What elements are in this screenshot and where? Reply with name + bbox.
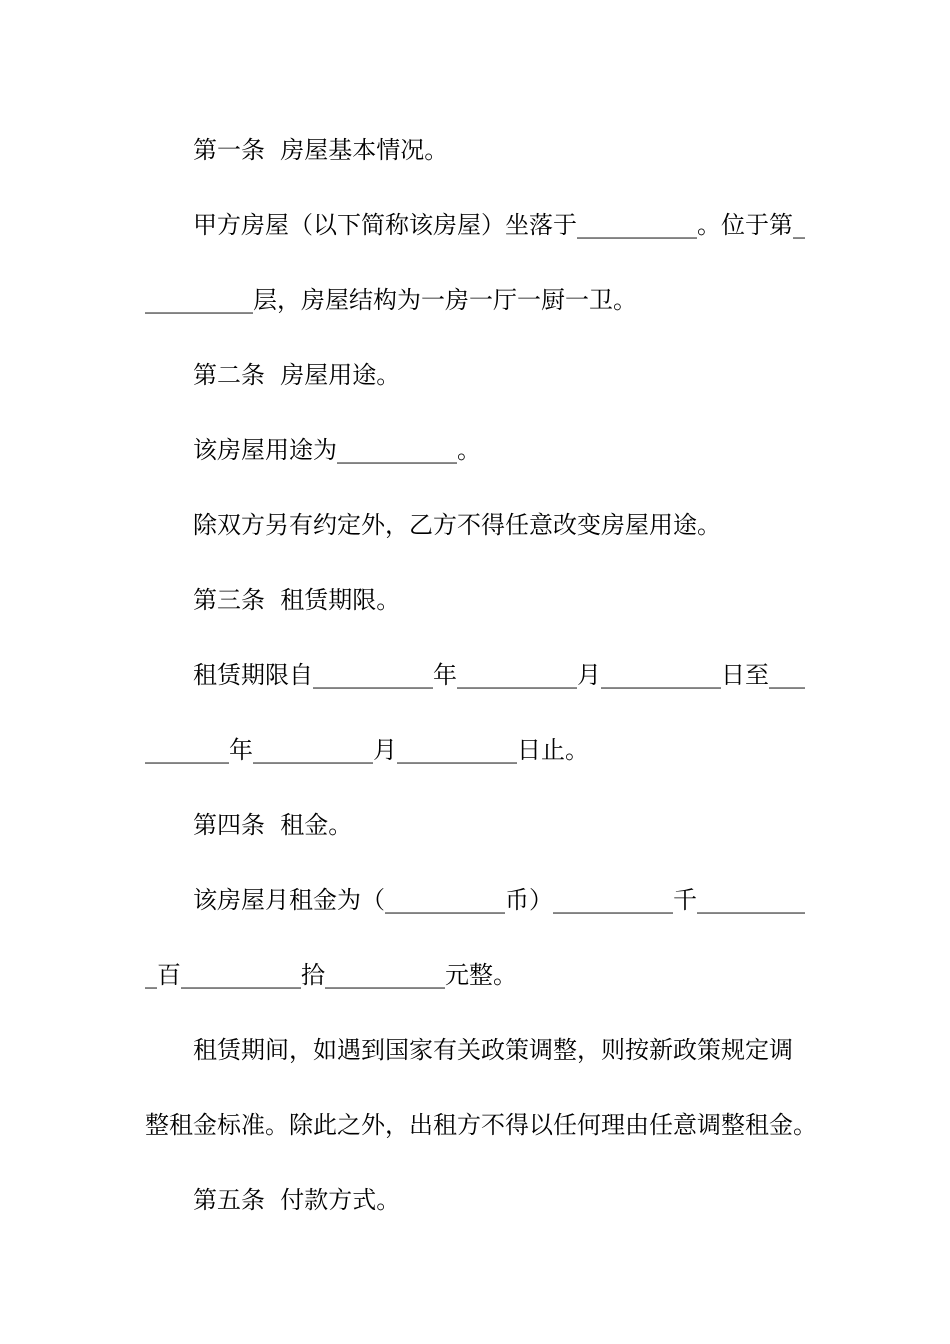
- paragraph-line: [0, 1109, 950, 1141]
- paragraph-line: [0, 209, 950, 241]
- article-4-heading: [0, 809, 950, 841]
- line-text: _________层，房屋结构为一房一厅一厨一卫。: [145, 286, 637, 314]
- paragraph-line: [0, 509, 950, 541]
- line-text: 租赁期间，如遇到国家有关政策调整，则按新政策规定调: [193, 1036, 793, 1064]
- line-text: 整租金标准。除此之外，出租方不得以任何理由任意调整租金。: [145, 1111, 817, 1139]
- article-3-heading: [0, 584, 950, 616]
- line-text: 租赁期限自__________年__________月__________日至___: [193, 661, 805, 689]
- line-text: 除双方另有约定外，乙方不得任意改变房屋用途。: [193, 511, 721, 539]
- line-text: _______年__________月__________日止。: [145, 736, 589, 764]
- line-text: _百__________拾__________元整。: [145, 961, 517, 989]
- paragraph-line: [0, 1034, 950, 1066]
- line-text: 甲方房屋（以下简称该房屋）坐落于__________。位于第_: [193, 211, 805, 239]
- line-text: 第一条 房屋基本情况。: [193, 136, 449, 164]
- line-text: 第二条 房屋用途。: [193, 361, 401, 389]
- article-1-heading: [0, 134, 950, 166]
- paragraph-line: [0, 284, 950, 316]
- line-text: 第三条 租赁期限。: [193, 586, 401, 614]
- paragraph-line: [0, 659, 950, 691]
- line-text: 第五条 付款方式。: [193, 1186, 401, 1214]
- paragraph-line: [0, 959, 950, 991]
- paragraph-line: [0, 884, 950, 916]
- line-text: 该房屋月租金为（__________币）__________千_________: [193, 886, 805, 914]
- paragraph-line: [0, 434, 950, 466]
- article-5-heading: [0, 1184, 950, 1216]
- paragraph-line: [0, 734, 950, 766]
- line-text: 该房屋用途为__________。: [193, 436, 481, 464]
- line-text: 第四条 租金。: [193, 811, 353, 839]
- article-2-heading: [0, 359, 950, 391]
